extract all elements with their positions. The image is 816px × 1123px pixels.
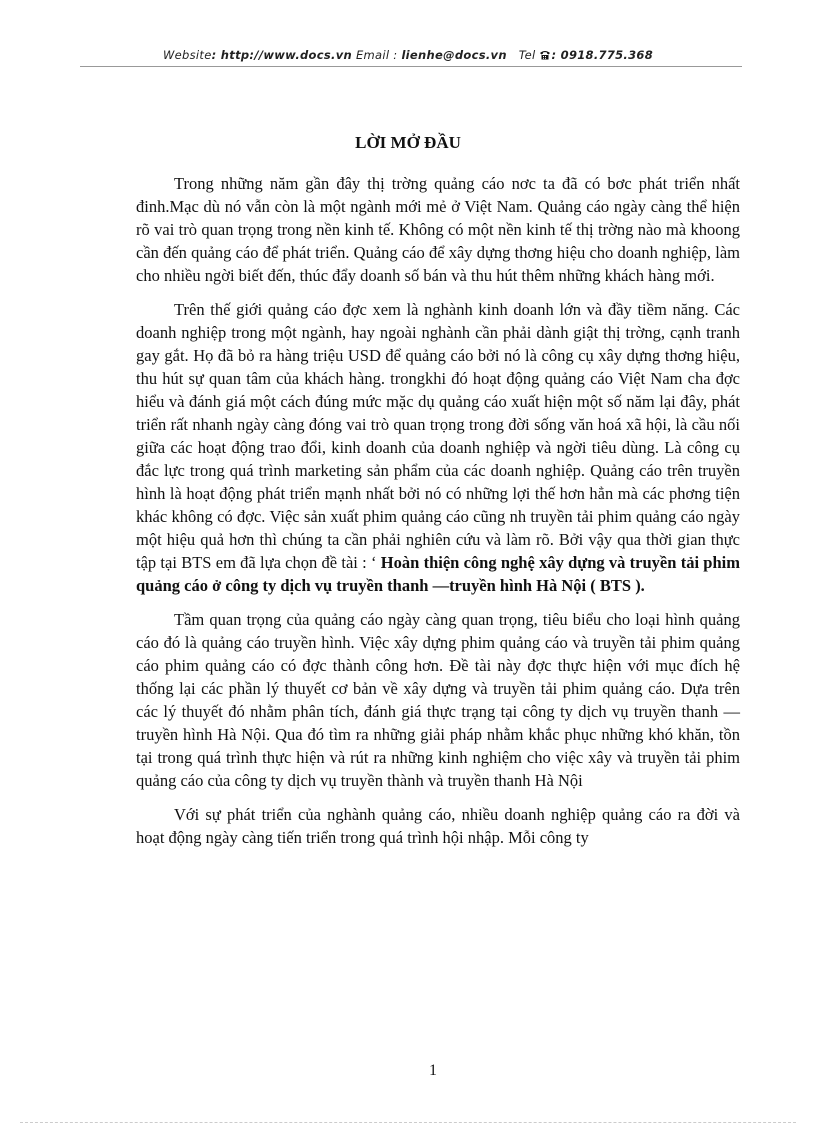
page-header xyxy=(0,48,816,62)
paragraph: Với sự phát triển của nghành quảng cáo, nhiều doanh nghiệp quảng cáo ra đời và hoạt động ngày càng tiến triển trong quá trình hội nhập. Mỗi công ty xyxy=(136,805,740,847)
website-url[interactable]: : http://www.docs.vn xyxy=(211,48,352,62)
paragraph: Tầm quan trọng của quảng cáo ngày càng quan trọng, tiêu biểu cho loại hình quảng cáo đó là quảng cáo truyền hình. Việc xây dựng phim quảng cáo và truyền tải phim quảng cáo phim quảng cáo có đợc thành công hơn. Đề tài này đợc thực hiện với mục đích hệ thống lại các phần lý thuyết cơ bản về xây dựng và truyền tải phim quảng cáo. Dựa trên các lý thuyết đó nhằm phân tích, đánh giá thực trạng tại công ty dịch vụ truyền thanh — truyền hình Hà Nội. Qua đó tìm ra những giải pháp nhằm khắc phục những khó khăn, tồn tại trong quá trình thực hiện và rút ra những kinh nghiệm cho việc xây và truyền tải phim quảng cáo của công ty dịch vụ truyền thành và truyền thanh Hà Nội xyxy=(136,610,740,790)
document-body xyxy=(136,172,740,860)
topic-title: Hoàn thiện công nghệ xây dựng và truyền tải phim quảng cáo ở công ty dịch vụ truyền thanh —truyền hình Hà Nội ( BTS ). xyxy=(136,553,740,595)
tel-number[interactable]: : 0918.775.368 xyxy=(551,48,654,62)
page-title: LỜI MỞ ĐẦU xyxy=(355,133,461,152)
paragraph xyxy=(136,298,740,597)
page-number: 1 xyxy=(429,1062,437,1079)
phone-icon xyxy=(539,48,551,62)
paragraph-text: Trên thế giới quảng cáo đợc xem là nghành kinh doanh lớn và đầy tiềm năng. Các doanh nghiệp trong một ngành, hay ngoài nghành cần phải dành giật thị trờng, cạnh tranh gay gắt. Họ đã bỏ ra hàng triệu USD để quảng cáo bởi nó là công cụ xây dựng thơng hiệu, thu hút sự quan tâm của khách hàng. trongkhi đó hoạt động quảng cáo Việt Nam cha đợc hiểu và đánh giá một cách đúng mức mặc dụ quảng cáo xuất hiện một số năm lại đây, phát triển rất nhanh ngày càng đóng vai trò quan trọng trong đời sống văn hoá xã hội, là cầu nối giữa các hoạt động trao đổi, kinh doanh của doanh nghiệp và ngời tiêu dùng. Là công cụ đắc lực trong quá trình marketing sản phẩm của các doanh nghiệp. Quảng cáo trên truyền hình là hoạt động phát triển mạnh nhất bởi nó có những lợi thế hơn hẳn mà các phơng tiện khác không có đợc. Việc sản xuất phim quảng cáo cũng nh truyền tải phim quảng cáo ngày một hiệu quả hơn thì chúng ta cần phải nghiên cứu và làm rõ. Bởi vậy qua thời gian thực tập tại BTS em đã lựa chọn đề tài : ‘ xyxy=(136,300,740,572)
email-address[interactable]: lienhe@docs.vn xyxy=(401,48,507,62)
email-label: Email : xyxy=(351,48,402,62)
paragraph: Trong những năm gần đây thị trờng quảng cáo nơc ta đã có bơc phát triển nhất đinh.Mạc dù nó vẫn còn là một ngành mới mẻ ở Việt Nam. Quảng cáo ngày càng thể hiện rõ vai trò quan trọng trong nền kinh tế. Không có một nền kinh tế thị trờng nào mà khoong cần đến quảng cáo để phát triển. Quảng cáo để xây dựng thơng hiệu cho doanh nghiệp, làm cho nhiều ngời biết đến, thúc đẩy doanh số bán và thu hút thêm những khách hàng mới. xyxy=(136,174,740,285)
header-divider xyxy=(80,66,742,67)
website-label: Website xyxy=(162,48,212,62)
tel-label: Tel xyxy=(506,48,540,62)
